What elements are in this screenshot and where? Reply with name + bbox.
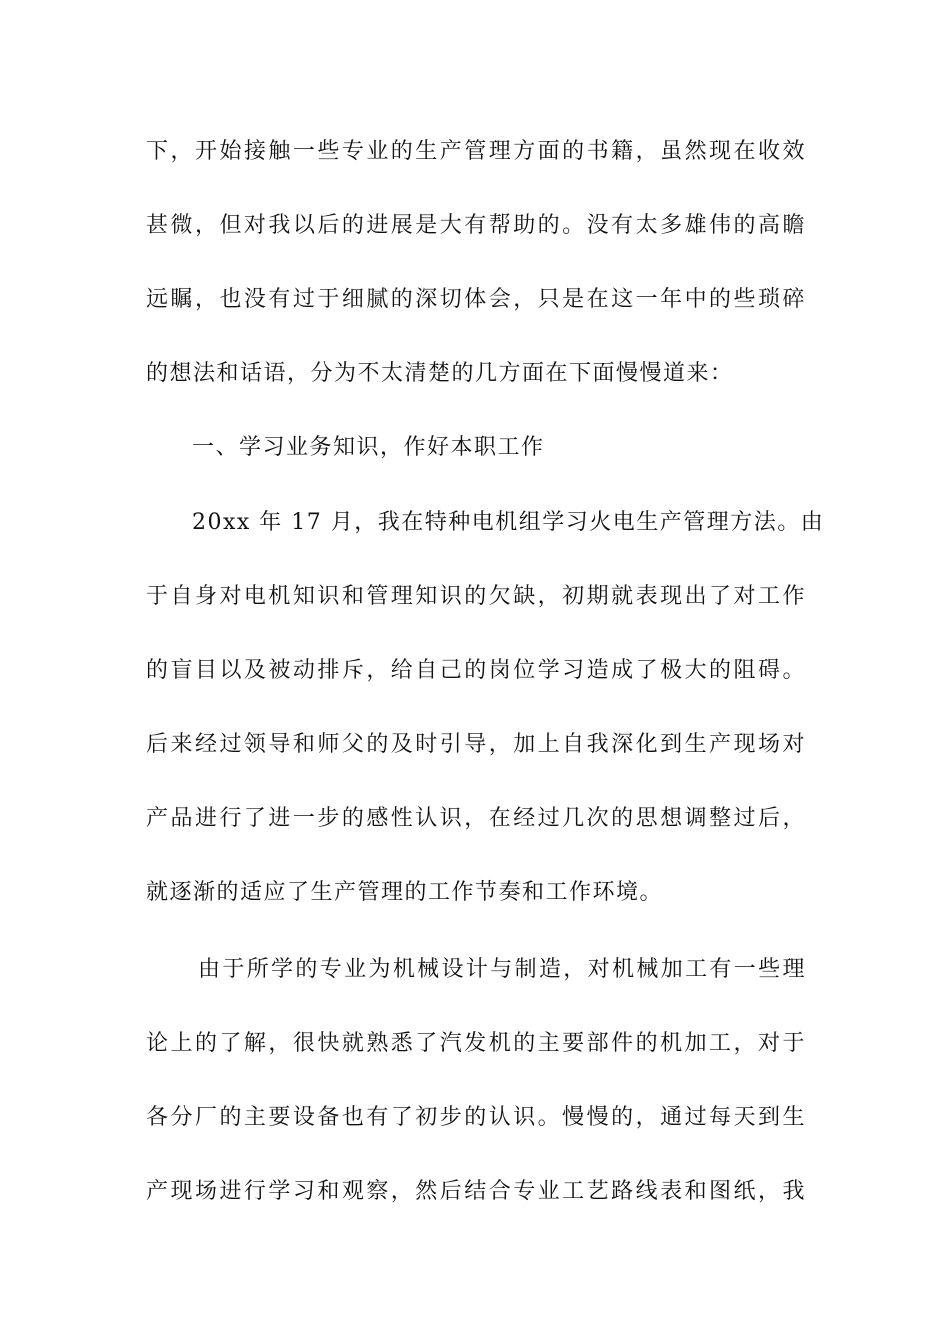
paragraph-line: 产品进行了进一步的感性认识，在经过几次的思想调整过后， — [146, 806, 806, 831]
paragraph-line: 各分厂的主要设备也有了初步的认识。慢慢的，通过每天到生 — [146, 1105, 806, 1130]
paragraph-line: 甚微，但对我以后的进展是大有帮助的。没有太多雄伟的高瞻 — [146, 213, 806, 238]
paragraph-line: 的想法和话语，分为不太清楚的几方面在下面慢慢道来： — [146, 361, 734, 386]
paragraph-line: 于自身对电机知识和管理知识的欠缺，初期就表现出了对工作 — [146, 584, 806, 609]
paragraph-line: 就逐渐的适应了生产管理的工作节奏和工作环境。 — [146, 880, 664, 905]
paragraph-line: 下，开始接触一些专业的生产管理方面的书籍，虽然现在收效 — [146, 139, 806, 164]
paragraph-line: 20xx 年 17 月，我在特种电机组学习火电生产管理方法。由 — [192, 510, 825, 535]
paragraph-line: 的盲目以及被动排斥，给自己的岗位学习造成了极大的阻碍。 — [146, 658, 806, 683]
paragraph-line: 产现场进行学习和观察，然后结合专业工艺路线表和图纸，我 — [146, 1179, 806, 1204]
paragraph-line: 远瞩，也没有过于细腻的深切体会，只是在这一年中的些琐碎 — [146, 287, 806, 312]
paragraph-line: 论上的了解，很快就熟悉了汽发机的主要部件的机加工，对于 — [146, 1031, 806, 1056]
section-heading: 一、学习业务知识，作好本职工作 — [192, 435, 545, 460]
paragraph-line: 后来经过领导和师父的及时引导，加上自我深化到生产现场对 — [146, 732, 806, 757]
paragraph-line: 由于所学的专业为机械设计与制造，对机械加工有一些理 — [198, 957, 806, 982]
